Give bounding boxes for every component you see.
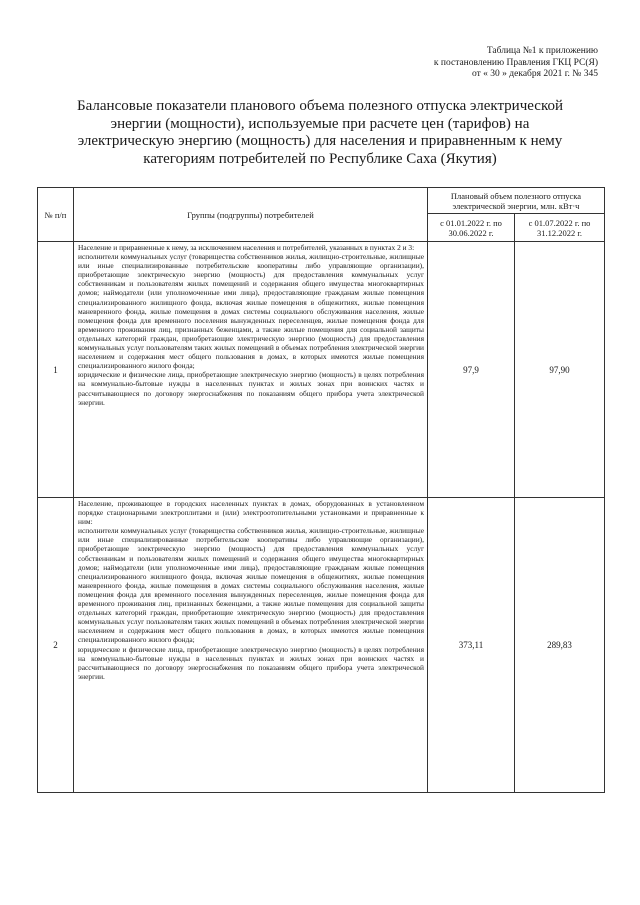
header-number: № п/п — [38, 188, 74, 242]
row-paragraph: Население, проживающее в городских населенных пунктах в домах, оборудованных в установленном порядке стационарными электроплитами и (или) электроотопительными установками и приравненные к ним: — [78, 499, 424, 527]
row-number: 2 — [38, 498, 74, 793]
row-value-period-1: 97,9 — [428, 242, 515, 498]
header-period-1: с 01.01.2022 г. по 30.06.2022 г. — [428, 214, 515, 242]
row-value-period-2: 289,83 — [515, 498, 605, 793]
table-row — [38, 242, 605, 498]
appendix-note-line2: к постановлению Правления ГКЦ РС(Я) — [433, 57, 598, 68]
appendix-note — [434, 46, 598, 81]
document-title: Балансовые показатели планового объема полезного отпуска электрической энергии (мощности), используемые при расчете цен (тарифов) на электрическую энергию (мощность) для населения и приравненным к нему категориям потребителей по Республике Саха (Якутия) — [77, 98, 563, 167]
appendix-note-line1: Таблица №1 к приложению — [486, 46, 598, 56]
table-row — [38, 498, 605, 793]
row-paragraph: исполнители коммунальных услуг (товарищества собственников жилья, жилищно-строительные, жилищные или иные специализированные потребительские кооперативы либо управляющие организации), приобретающие электрическую энергию (мощность) для предоставления коммунальных услуг собственникам и пользователям жилых помещений и содержания общего имущества многоквартирных домов; наймодатели (или уполномоченные ими лица), предоставляющие гражданам жилые помещения специализированного жилищного фонда, включая жилые помещения в общежитиях, жилые помещения маневренного фонда, жилые помещения в домах системы социального обслуживания населения, жилые помещения фонда для временного поселения вынужденных переселенцев, жилые помещения фонда для временного проживания лиц, признанных беженцами, а также жилые помещения для социальной защиты отдельных категорий граждан, приобретающие электрическую энергию (мощность) для предоставления коммунальных услуг пользователям таких жилых помещений в объемах потребления электрической энергии населением и содержания мест общего пользования в домах, в которых имеются жилые помещения специализированного жилого фонда; — [78, 526, 424, 645]
row-paragraph: юридические и физические лица, приобретающие электрическую энергию (мощность) в целях потребления на коммунально-бытовые нужды в населенных пунктах и жилых зонах при воинских частях и рассчитывающиеся по договору энергоснабжения по показаниям общего прибора учета электрической энергии. — [78, 644, 424, 681]
row-paragraph: исполнители коммунальных услуг (товарищества собственников жилья, жилищно-строительные, жилищные или иные специализированные потребительские кооперативы либо управляющие организации), приобретающие электрическую энергию (мощность) для предоставления коммунальных услуг собственникам и пользователям жилых помещений и содержания общего имущества многоквартирных домов; наймодатели (или уполномоченные ими лица), предоставляющие гражданам жилые помещения специализированного жилищного фонда, включая жилые помещения в общежитиях, жилые помещения маневренного фонда, жилые помещения в домах системы социального обслуживания населения, жилые помещения фонда для временного поселения вынужденных переселенцев, жилые помещения фонда для временного проживания лиц, признанных беженцами, а также жилые помещения для социальной защиты отдельных категорий граждан, приобретающие электрическую энергию (мощность) для предоставления коммунальных услуг пользователям таких жилых помещений в объемах потребления электрической энергии населением и содержания мест общего пользования в домах, в которых имеются жилые помещения специализированного жилого фонда; — [78, 252, 424, 371]
row-description — [74, 498, 428, 793]
row-number: 1 — [38, 242, 74, 498]
row-paragraph: Население и приравненные к нему, за исключением населения и потребителей, указанных в пунктах 2 и 3: — [78, 243, 415, 252]
header-period-2: с 01.07.2022 г. по 31.12.2022 г. — [515, 214, 605, 242]
header-consumer-groups: Группы (подгруппы) потребителей — [74, 188, 428, 242]
row-description — [74, 242, 428, 498]
appendix-note-line3: от « 30 » декабря 2021 г. № 345 — [472, 69, 598, 79]
row-paragraph: юридические и физические лица, приобретающие электрическую энергию (мощность) в целях потребления на коммунально-бытовые нужды в населенных пунктах и жилых зонах при воинских частях и рассчитывающиеся по договору энергоснабжения по показаниям общего прибора учета электрической энергии. — [78, 370, 424, 407]
header-planned-volume: Плановый объем полезного отпуска электрической энергии, млн. кВт·ч — [428, 188, 605, 214]
row-value-period-1: 373,11 — [428, 498, 515, 793]
balance-table — [37, 187, 605, 793]
row-value-period-2: 97,90 — [515, 242, 605, 498]
